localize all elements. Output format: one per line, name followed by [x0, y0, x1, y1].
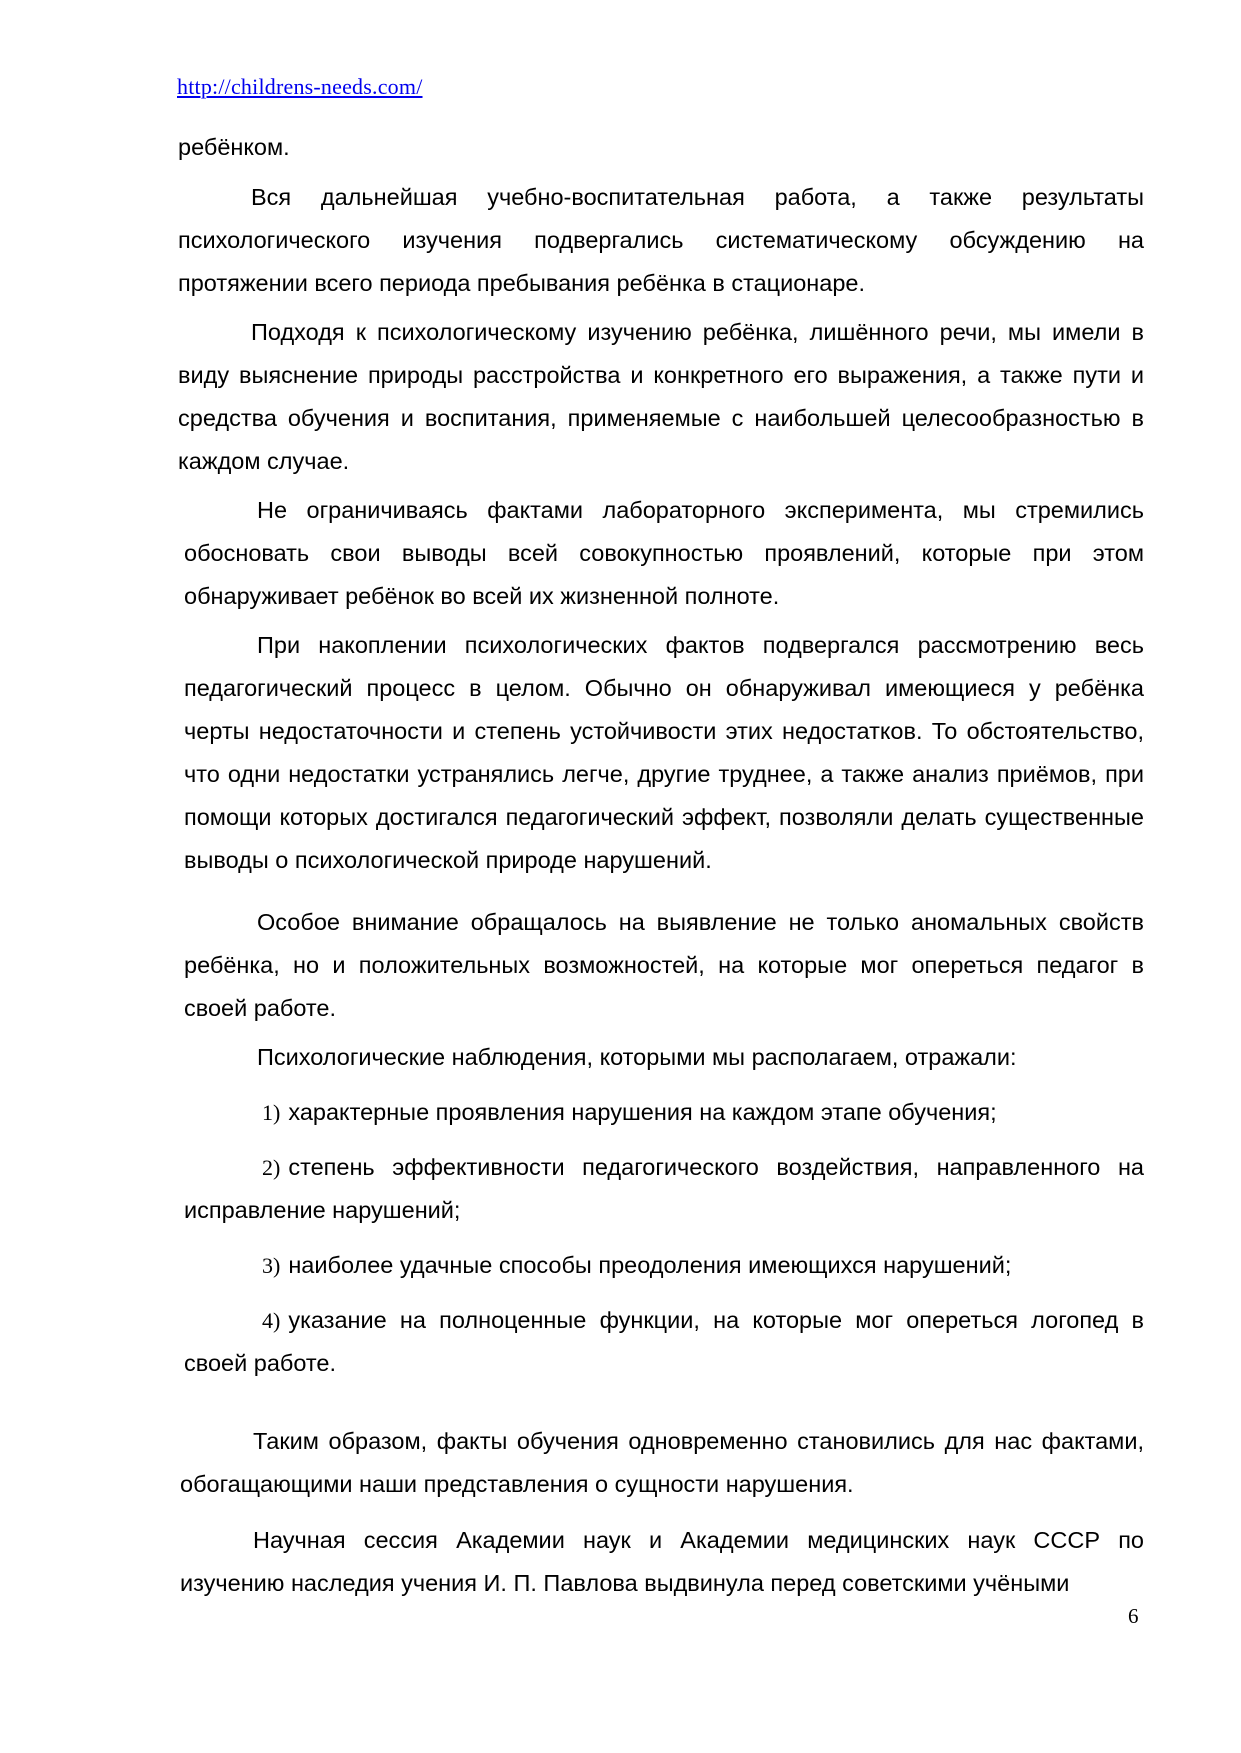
list-item — [184, 1244, 1144, 1287]
paragraph: При накоплении психологических фактов подвергался рассмотрению весь педагогический процесс в целом. Обычно он обнаруживал имеющиеся у ребёнка черты недостаточности и степень устойчивости этих недостатков. То обстоятельство, что одни недостатки устранялись легче, другие труднее, а также анализ приёмов, при помощи которых достигался педагогический эффект, позволяли делать существенные выводы о психологической природе нарушений. — [184, 632, 1144, 873]
paragraph: Особое внимание обращалось на выявление не только аномальных свойств ребёнка, но и положительных возможностей, на которые мог опереться педагог в своей работе. — [184, 909, 1144, 1021]
list-item — [184, 1146, 1144, 1232]
list-item-number: 3) — [262, 1253, 281, 1278]
paragraph: Научная сессия Академии наук и Академии медицинских наук СССР по изучению наследия учения И. П. Павлова выдвинула перед советскими учёными — [180, 1527, 1144, 1596]
list-item-text: наиболее удачные способы преодоления имеющихся нарушений; — [288, 1252, 1012, 1278]
list-item-number: 4) — [262, 1308, 281, 1333]
list-item-text: степень эффективности педагогического воздействия, направленного на исправление нарушений; — [184, 1154, 1144, 1223]
paragraph: Вся дальнейшая учебно-воспитательная работа, а также результаты психологического изучения подвергались систематическому обсуждению на протяжении всего периода пребывания ребёнка в стационаре. — [178, 184, 1144, 296]
list-item-number: 2) — [262, 1155, 281, 1180]
paragraph: Не ограничиваясь фактами лабораторного эксперимента, мы стремились обосновать свои выводы всей совокупностью проявлений, которые при этом обнаруживает ребёнок во всей их жизненной полноте. — [184, 497, 1144, 609]
list-item-number: 1) — [262, 1100, 281, 1125]
list-item-text: указание на полноценные функции, на которые мог опереться логопед в своей работе. — [184, 1307, 1144, 1376]
paragraph-list-intro: Психологические наблюдения, которыми мы располагаем, отражали: — [257, 1044, 1017, 1070]
header-url-link[interactable]: http://childrens-needs.com/ — [177, 74, 423, 99]
list-item — [184, 1299, 1144, 1385]
paragraph: Таким образом, факты обучения одновременно становились для нас фактами, обогащающими наши представления о сущности нарушения. — [180, 1428, 1144, 1497]
list-item — [184, 1091, 1144, 1134]
page-number: 6 — [1128, 1604, 1139, 1628]
paragraph-continuation: ребёнком. — [178, 134, 290, 160]
paragraph: Подходя к психологическому изучению ребёнка, лишённого речи, мы имели в виду выяснение природы расстройства и конкретного его выражения, а также пути и средства обучения и воспитания, применяемые с наибольшей целесообразностью в каждом случае. — [178, 319, 1144, 474]
list-item-text: характерные проявления нарушения на каждом этапе обучения; — [288, 1099, 997, 1125]
